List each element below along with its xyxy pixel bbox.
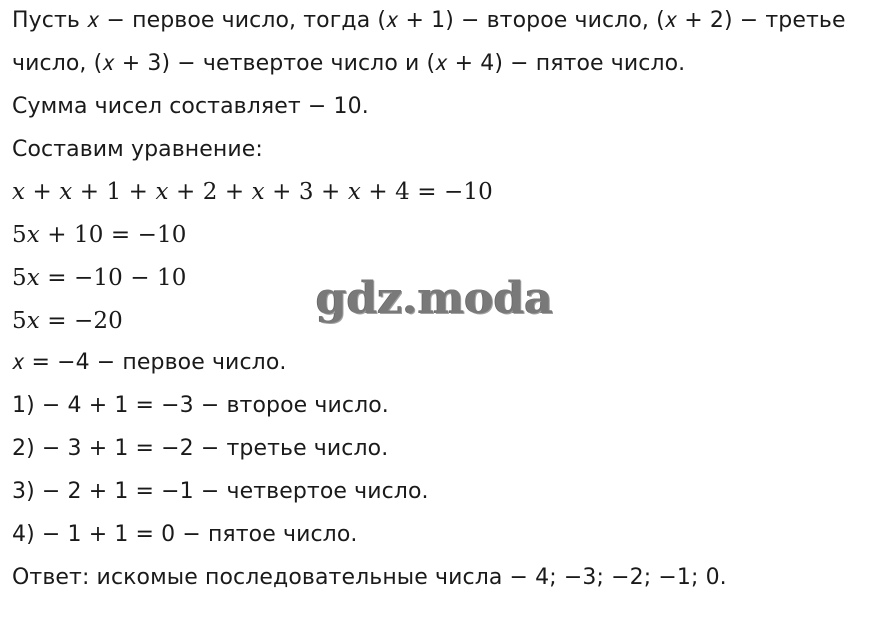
equation-line-2: 5𝑥 + 10 = −10 <box>12 222 187 248</box>
step-line-2: 2) − 3 + 1 = −2 − третье число. <box>12 436 389 461</box>
equation-line-4: 5𝑥 = −20 <box>12 308 123 334</box>
solution-line-9: 𝑥 = −4 − первое число. <box>12 350 287 375</box>
solution-line-3: Сумма чисел составляет − 10. <box>12 94 369 119</box>
solution-line-1: Пусть 𝑥 − первое число, тогда (𝑥 + 1) − второе число, (𝑥 + 2) − третье <box>12 8 846 33</box>
step-line-4: 4) − 1 + 1 = 0 − пятое число. <box>12 522 358 547</box>
solution-line-2: число, (𝑥 + 3) − четвертое число и (𝑥 + 4) − пятое число. <box>12 51 686 76</box>
answer-line: Ответ: искомые последовательные числа − 4; −3; −2; −1; 0. <box>12 565 727 590</box>
watermark-logo: gdz.moda <box>316 273 554 324</box>
equation-line-3: 5𝑥 = −10 − 10 <box>12 265 187 291</box>
step-line-3: 3) − 2 + 1 = −1 − четвертое число. <box>12 479 429 504</box>
step-line-1: 1) − 4 + 1 = −3 − второе число. <box>12 393 389 418</box>
solution-line-4: Составим уравнение: <box>12 137 263 162</box>
equation-line-1: 𝑥 + 𝑥 + 1 + 𝑥 + 2 + 𝑥 + 3 + 𝑥 + 4 = −10 <box>12 179 493 205</box>
